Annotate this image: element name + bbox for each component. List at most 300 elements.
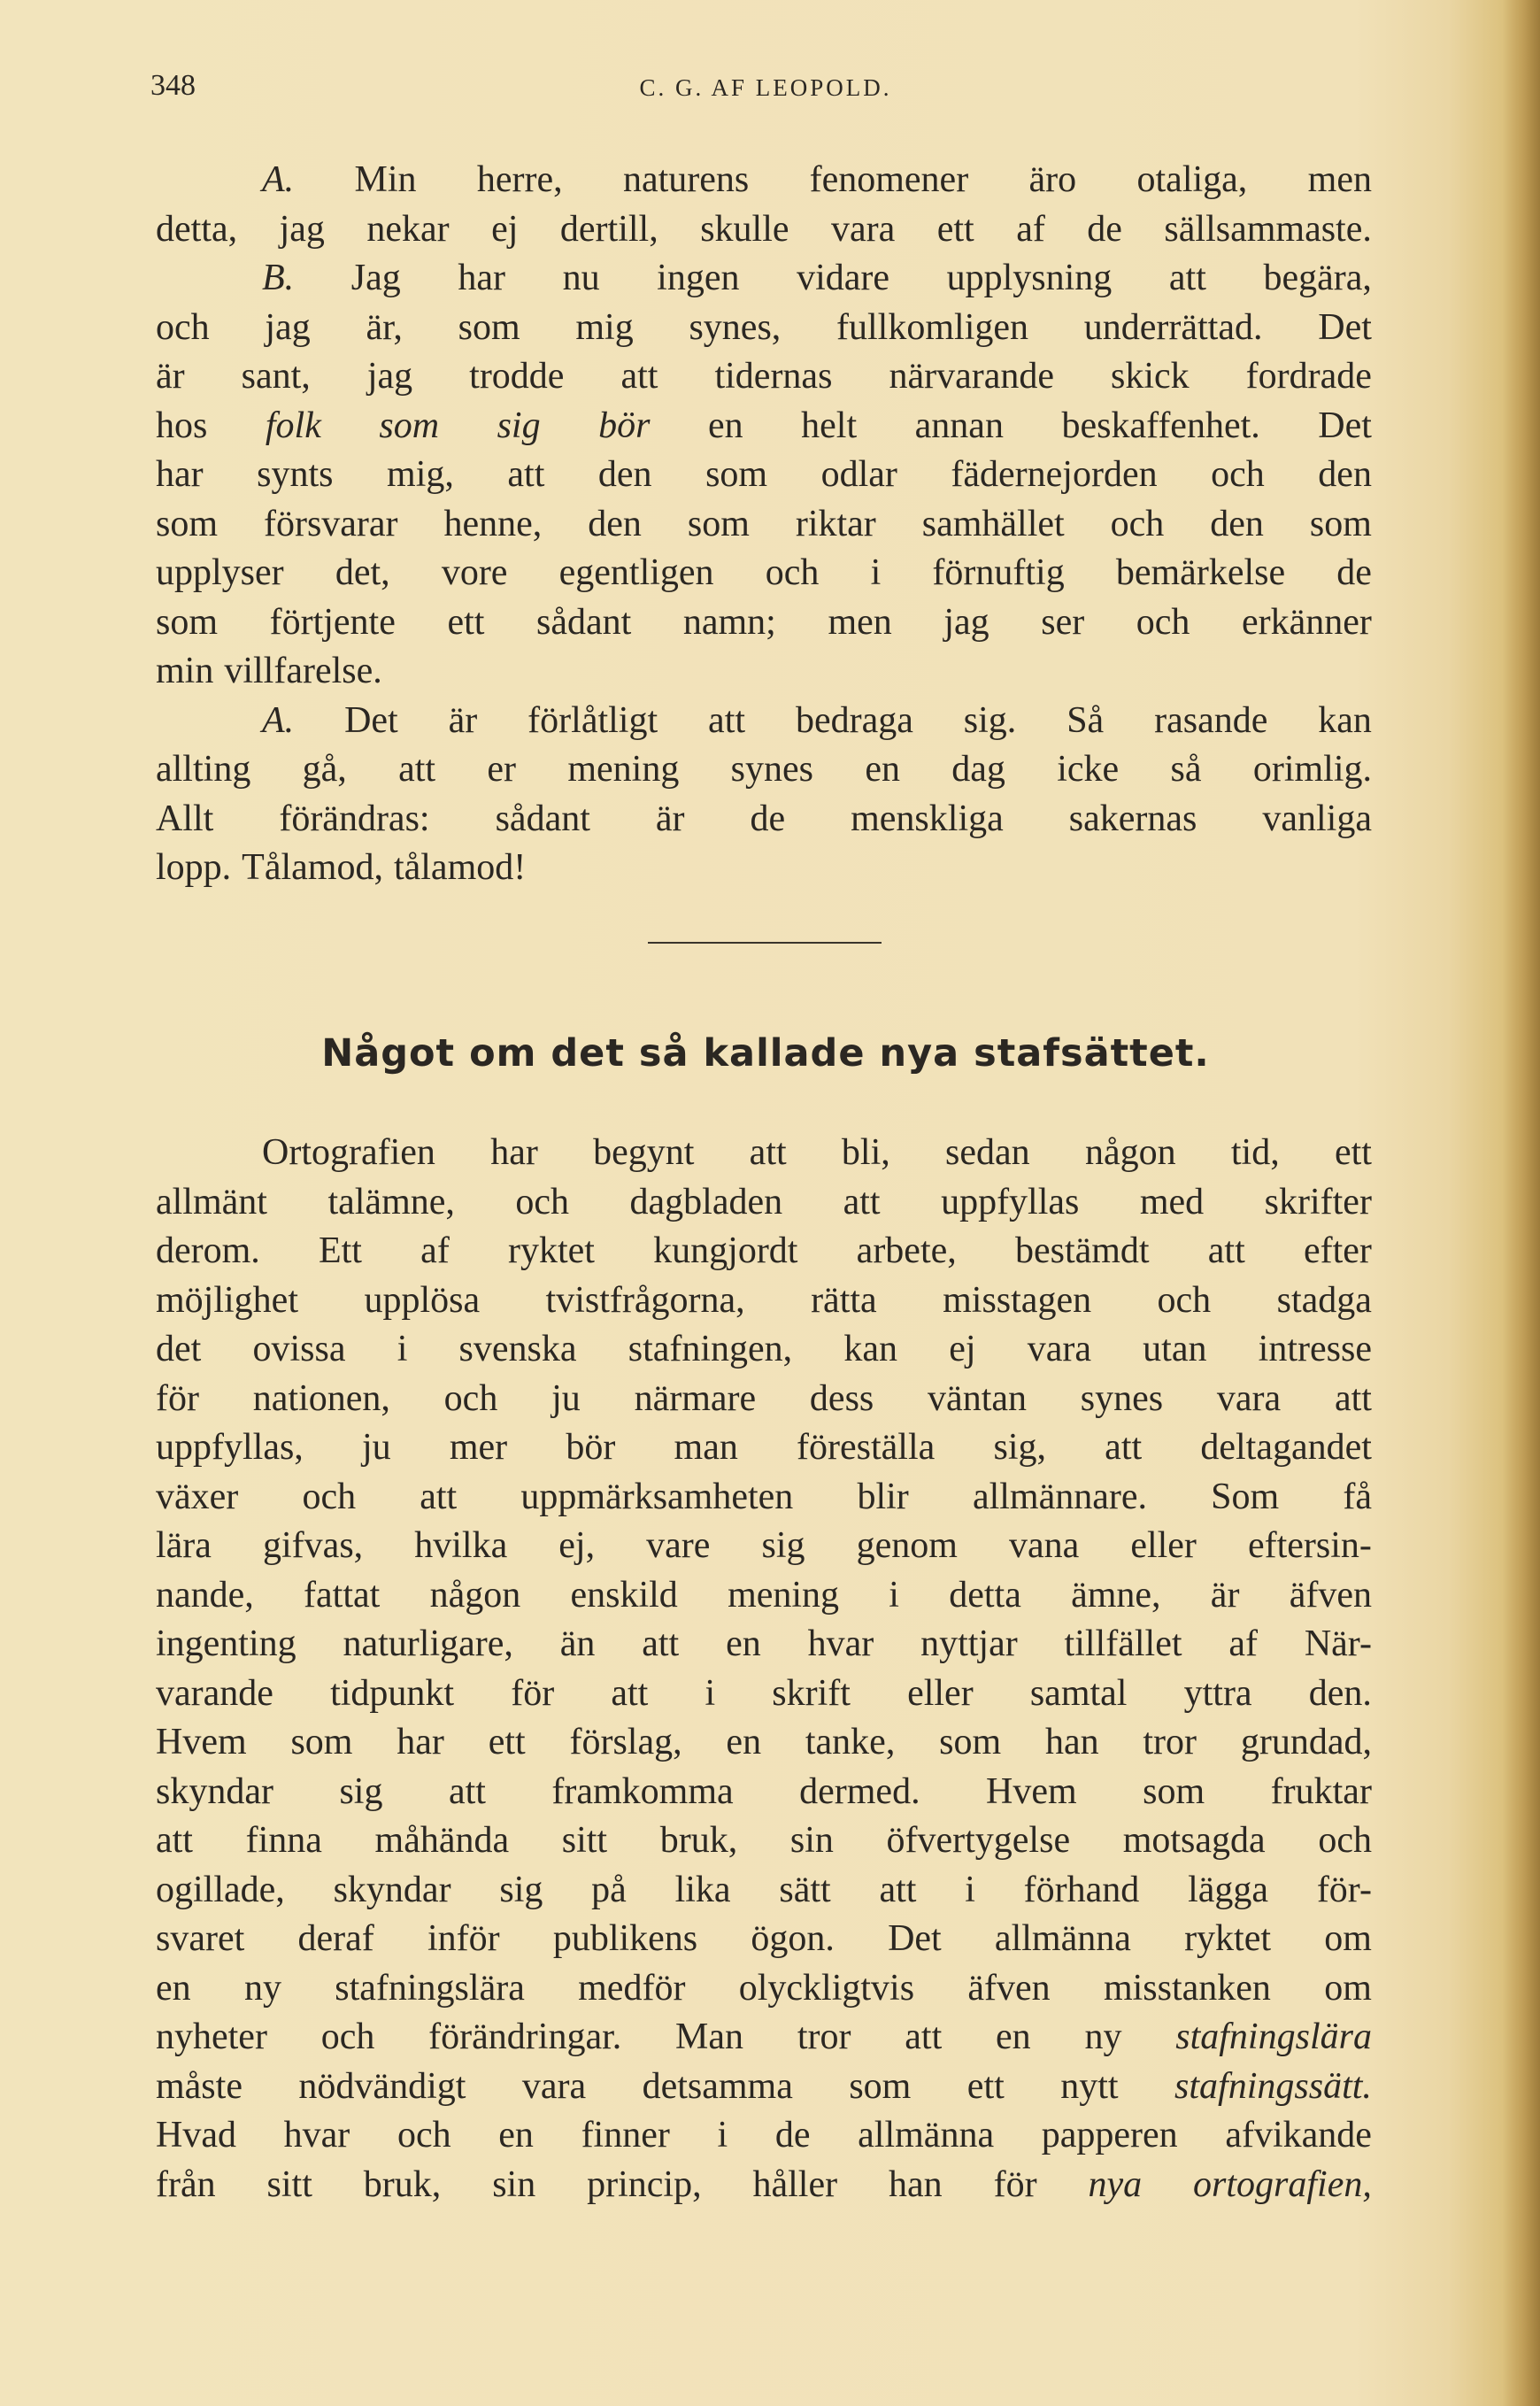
word: i (397, 1329, 408, 1369)
word: ju (362, 1427, 391, 1468)
word: vare (646, 1525, 711, 1566)
word: publikens (552, 1918, 698, 1959)
word: folk (265, 405, 321, 446)
word: nya (1088, 2163, 1143, 2205)
word: ett (447, 601, 485, 643)
word: tålamod! (393, 847, 527, 888)
word: detsamma (642, 2065, 793, 2107)
word: olyckligtvis (738, 1967, 915, 2009)
text-line (156, 745, 1372, 795)
word: gå, (302, 749, 347, 790)
word: ny (1084, 2017, 1122, 2057)
word: och (515, 1181, 570, 1222)
word: Allt (156, 798, 214, 839)
word: af (420, 1230, 450, 1271)
word: i (870, 552, 882, 593)
word: mig (575, 306, 634, 348)
word: är (1210, 1574, 1240, 1616)
word: grundad, (1240, 1722, 1372, 1762)
text-line (156, 2013, 1372, 2063)
word: tvistfrågorna, (545, 1279, 745, 1321)
word: ryktet (508, 1230, 595, 1271)
word: föreställa (797, 1427, 936, 1468)
word: blir (857, 1476, 909, 1517)
word: stafningslära (1175, 2017, 1372, 2057)
word: sig (339, 1770, 383, 1812)
section-body (156, 1129, 1372, 2209)
word: Hvem (986, 1770, 1077, 1812)
word: att (905, 2017, 943, 2057)
word: som (687, 503, 750, 544)
text-line (156, 304, 1372, 353)
word: att (620, 356, 658, 397)
word: och (443, 1377, 498, 1419)
word: sitt (266, 2163, 312, 2205)
word: som (1309, 503, 1372, 544)
word: uppfyllas, (156, 1427, 304, 1468)
word: Hvem (156, 1722, 247, 1762)
word: talämne, (327, 1181, 455, 1222)
word: Det (888, 1918, 942, 1959)
word: deltagandet (1200, 1427, 1372, 1468)
word: och (320, 2017, 375, 2057)
word: en (498, 2115, 534, 2155)
word: eller (907, 1672, 974, 1714)
word: samtal (1029, 1672, 1128, 1714)
text-line (156, 352, 1372, 402)
word: rasande (1154, 699, 1268, 741)
word: svaret (156, 1918, 245, 1959)
word: att (420, 1476, 458, 1517)
word: bedraga (795, 699, 913, 741)
text-line (156, 2161, 1372, 2210)
word: ju (551, 1377, 581, 1419)
word: vidare (797, 258, 890, 298)
word: men (828, 601, 892, 643)
word: vara (830, 208, 896, 250)
word: Det (1318, 405, 1372, 446)
word: papperen (1041, 2115, 1178, 2155)
text-line (156, 1325, 1372, 1375)
word: Min (354, 159, 417, 200)
word: de (774, 2115, 811, 2155)
word: på (591, 1869, 627, 1910)
text-line (156, 1768, 1372, 1817)
word: ögon. (751, 1918, 835, 1959)
text-line (156, 1227, 1372, 1276)
word: fordrade (1245, 356, 1372, 397)
word: allmännare. (972, 1476, 1147, 1517)
word: afvikande (1225, 2115, 1372, 2155)
word: sig (499, 1869, 543, 1910)
word: synes (730, 749, 813, 790)
word: att (398, 749, 436, 790)
word: stafningen, (628, 1329, 793, 1369)
word: förändringar. (428, 2017, 622, 2057)
word: underrättad. (1083, 306, 1263, 348)
word: bruk, (363, 2163, 442, 2205)
word: er (487, 749, 517, 790)
word: närmare (634, 1377, 757, 1419)
word: det (156, 1329, 202, 1369)
word: att (1334, 1377, 1372, 1419)
word: att (1105, 1427, 1143, 1468)
word: mening (567, 749, 680, 790)
page-edge-shadow (1503, 0, 1540, 2406)
word: fenomener (809, 159, 969, 200)
word: ryktet (1184, 1918, 1272, 1959)
word: riktar (795, 503, 876, 544)
word: nyheter (156, 2017, 267, 2057)
word: sitt (561, 1820, 608, 1861)
word: bestämdt (1014, 1230, 1150, 1271)
text-line (156, 2111, 1372, 2161)
word: hvar (283, 2115, 350, 2155)
word: trodde (469, 356, 565, 397)
word: ett (488, 1722, 526, 1762)
word: ser (1041, 601, 1085, 643)
word: sin (789, 1820, 834, 1861)
word: stadga (1276, 1279, 1372, 1321)
word: ovissa (252, 1329, 346, 1369)
word: synts (257, 454, 334, 495)
word: närvarande (889, 356, 1054, 397)
word: förändras: (279, 798, 430, 839)
word: genom (856, 1525, 958, 1566)
word: nytt (1060, 2065, 1119, 2107)
word: sig, (993, 1427, 1046, 1468)
word: fädernejorden (951, 454, 1158, 495)
word: om (1324, 1967, 1372, 2009)
word: en (996, 2017, 1031, 2057)
word: någon (429, 1574, 521, 1616)
word: tanke, (805, 1722, 896, 1762)
word: är, (366, 306, 403, 348)
word: nyttjar (920, 1623, 1018, 1664)
word: icke (1057, 749, 1120, 790)
word: vana (1008, 1525, 1080, 1566)
word: det, (335, 552, 390, 593)
word: att (507, 454, 545, 495)
word: möjlighet (156, 1279, 298, 1321)
word: som (290, 1722, 353, 1762)
word: vara (521, 2065, 587, 2107)
word: sällsammaste. (1164, 208, 1372, 250)
running-title: C. G. AF LEOPOLD. (639, 74, 892, 101)
word: i (705, 1672, 716, 1714)
word: sig (761, 1525, 805, 1566)
word: förlåtligt (527, 699, 658, 741)
text-line (156, 795, 1372, 844)
word: villfarelse. (224, 651, 382, 691)
word: lika (674, 1869, 731, 1910)
word: jag (366, 356, 413, 397)
word: dagbladen (629, 1181, 783, 1222)
word: som (939, 1722, 1002, 1762)
word: har (458, 258, 505, 298)
word: bemärkelse (1115, 552, 1286, 593)
word: vara (1027, 1329, 1091, 1369)
word: nekar (366, 208, 450, 250)
word: sant, (241, 356, 311, 397)
word: mening (728, 1574, 840, 1616)
word: måhända (374, 1820, 510, 1861)
word: har (490, 1132, 538, 1173)
word: sig (497, 405, 541, 446)
word: dess (809, 1377, 874, 1419)
word: och (1318, 1820, 1372, 1861)
word: för- (1316, 1869, 1372, 1910)
word: och (1157, 1279, 1212, 1321)
word: yttra (1183, 1672, 1252, 1714)
word: för (993, 2163, 1037, 2205)
word: fullkomligen (836, 306, 1029, 348)
word: odlar (820, 454, 897, 495)
word: svenska (458, 1329, 577, 1369)
word: ingenting (156, 1623, 296, 1664)
text-line (156, 205, 1372, 255)
word: Det (1318, 306, 1372, 348)
word: finner (581, 2115, 670, 2155)
text-line (156, 647, 1372, 697)
word: ej (949, 1329, 976, 1369)
word: bruk, (659, 1820, 738, 1861)
word: A. (262, 699, 295, 741)
word: skyndar (156, 1770, 273, 1812)
word: hos (156, 405, 208, 446)
word: nu (562, 258, 600, 298)
word: för (156, 1377, 199, 1419)
word: en (156, 1967, 191, 2009)
word: man (674, 1427, 738, 1468)
word: naturligare, (343, 1623, 513, 1664)
word: den (597, 454, 652, 495)
word: en (726, 1623, 761, 1664)
text-line (156, 1522, 1372, 1571)
word: Ett (318, 1230, 362, 1271)
text-line (156, 402, 1372, 451)
word: naturens (622, 159, 750, 200)
word: att (1168, 258, 1206, 298)
word: Så (1066, 699, 1105, 741)
word: äro (1028, 159, 1077, 200)
running-head (150, 69, 1381, 113)
word: bör (598, 405, 651, 446)
word: att (642, 1623, 680, 1664)
word: ej, (558, 1525, 596, 1566)
text-line (156, 1129, 1372, 1178)
word: håller (752, 2163, 838, 2205)
word: äfven (1289, 1574, 1372, 1616)
word: Det (344, 699, 398, 741)
word: framkomma (551, 1770, 734, 1812)
word: i (965, 1869, 975, 1910)
word: skrift (772, 1672, 851, 1714)
word: otaliga, (1136, 159, 1248, 200)
word: synes, (689, 306, 782, 348)
word: att (1207, 1230, 1245, 1271)
word: jag (943, 601, 989, 643)
word: att (843, 1181, 881, 1222)
word: motsagda (1122, 1820, 1266, 1861)
word: förslag, (569, 1722, 682, 1762)
word: har (156, 454, 204, 495)
word: som (379, 405, 440, 446)
word: När- (1304, 1623, 1372, 1664)
word: egentligen (558, 552, 714, 593)
word: begära, (1263, 258, 1372, 298)
word: som (156, 503, 219, 544)
word: ortografien, (1193, 2163, 1372, 2205)
text-line (156, 1718, 1372, 1768)
text-line (156, 1375, 1372, 1424)
word: tid, (1230, 1132, 1280, 1173)
word: men (1307, 159, 1372, 200)
word: dag (951, 749, 1005, 790)
word: A. (262, 159, 295, 200)
word: dertill, (559, 208, 658, 250)
word: är (448, 699, 478, 741)
word: nationen, (252, 1377, 390, 1419)
word: och (156, 306, 210, 348)
word: allmänt (156, 1181, 267, 1222)
section-heading: Något om det så kallade nya stafsättet. (321, 1031, 1210, 1076)
word: förnuftig (932, 552, 1065, 593)
word: fruktar (1270, 1770, 1372, 1812)
word: uppfyllas (941, 1181, 1080, 1222)
word: den. (1308, 1672, 1372, 1714)
word: tror (1143, 1722, 1197, 1762)
text-line (156, 156, 1372, 205)
word: tror (797, 2017, 851, 2057)
word: derom. (156, 1230, 260, 1271)
word: och (302, 1476, 357, 1517)
word: i (717, 2115, 728, 2155)
word: tidernas (714, 356, 833, 397)
word: lopp. (156, 847, 232, 888)
word: bör (566, 1427, 616, 1468)
word: han (1044, 1722, 1099, 1762)
word: fattat (304, 1574, 381, 1616)
text-line (156, 598, 1372, 648)
word: som (849, 2065, 912, 2107)
word: öfvertygelse (886, 1820, 1071, 1861)
word: begynt (593, 1132, 695, 1173)
word: förhand (1023, 1869, 1140, 1910)
word: skick (1111, 356, 1190, 397)
text-line (156, 451, 1372, 500)
word: en (865, 749, 900, 790)
word: eftersin- (1247, 1525, 1372, 1566)
text-line (156, 1670, 1372, 1719)
word: äfven (967, 1967, 1051, 2009)
word: ingen (657, 258, 740, 298)
word: lägga (1188, 1869, 1269, 1910)
word: en (726, 1722, 762, 1762)
word: och (1110, 503, 1165, 544)
word: stafningslära (335, 1967, 525, 2009)
word: Ortografien (262, 1132, 435, 1173)
text-line (156, 1276, 1372, 1326)
word: så (1170, 749, 1202, 790)
word: hvar (807, 1623, 874, 1664)
word: att (749, 1132, 787, 1173)
word: utan (1143, 1329, 1207, 1369)
text-line (156, 254, 1372, 304)
text-line (156, 844, 1372, 893)
word: de (1336, 552, 1372, 593)
word: ett (1334, 1132, 1372, 1173)
word: den (1318, 454, 1372, 495)
word: vanliga (1262, 798, 1372, 839)
word: samhället (921, 503, 1065, 544)
word: medför (578, 1967, 686, 2009)
word: allmänna (994, 1918, 1131, 1959)
word: ett (966, 2065, 1005, 2107)
text-line (156, 1178, 1372, 1228)
word: att (708, 699, 746, 741)
word: sakernas (1068, 798, 1197, 839)
text-line (156, 697, 1372, 746)
word: rätta (811, 1279, 877, 1321)
word: princip, (587, 2163, 702, 2205)
word: namn; (682, 601, 776, 643)
word: som (156, 601, 219, 643)
word: ogillade, (156, 1869, 285, 1910)
word: menskliga (851, 798, 1004, 839)
word: att (879, 1869, 917, 1910)
word: än (559, 1623, 596, 1664)
word: för (511, 1672, 555, 1714)
word: och (1211, 454, 1265, 495)
word: allting (156, 749, 251, 790)
word: Hvad (156, 2115, 236, 2155)
word: B. (262, 258, 295, 298)
word: synes (1080, 1377, 1164, 1419)
word: mer (449, 1427, 508, 1468)
word: beskaffenhet. (1061, 405, 1260, 446)
word: uppmärksamheten (520, 1476, 794, 1517)
word: kungjordt (653, 1230, 798, 1271)
word: han (889, 2163, 943, 2205)
word: mig, (387, 454, 454, 495)
word: från (156, 2163, 216, 2205)
word: sätt (779, 1869, 831, 1910)
word: detta (949, 1574, 1021, 1616)
word: någon (1084, 1132, 1176, 1173)
word: lära (156, 1525, 212, 1566)
word: i (889, 1574, 899, 1616)
word: upplösa (364, 1279, 481, 1321)
word: och (397, 2115, 451, 2155)
word: måste (156, 2065, 243, 2107)
section-divider (648, 942, 882, 944)
word: ett (936, 208, 974, 250)
word: sig. (963, 699, 1017, 741)
word: misstanken (1103, 1967, 1271, 2009)
word: inför (427, 1918, 500, 1959)
word: kan (843, 1329, 898, 1369)
word: är (156, 356, 185, 397)
word: att (611, 1672, 649, 1714)
word: misstagen (943, 1279, 1092, 1321)
word: som (458, 306, 520, 348)
word: nödvändigt (298, 2065, 466, 2107)
word: deraf (297, 1918, 374, 1959)
word: enskild (570, 1574, 678, 1616)
word: arbete, (856, 1230, 957, 1271)
word: tillfället (1064, 1623, 1182, 1664)
